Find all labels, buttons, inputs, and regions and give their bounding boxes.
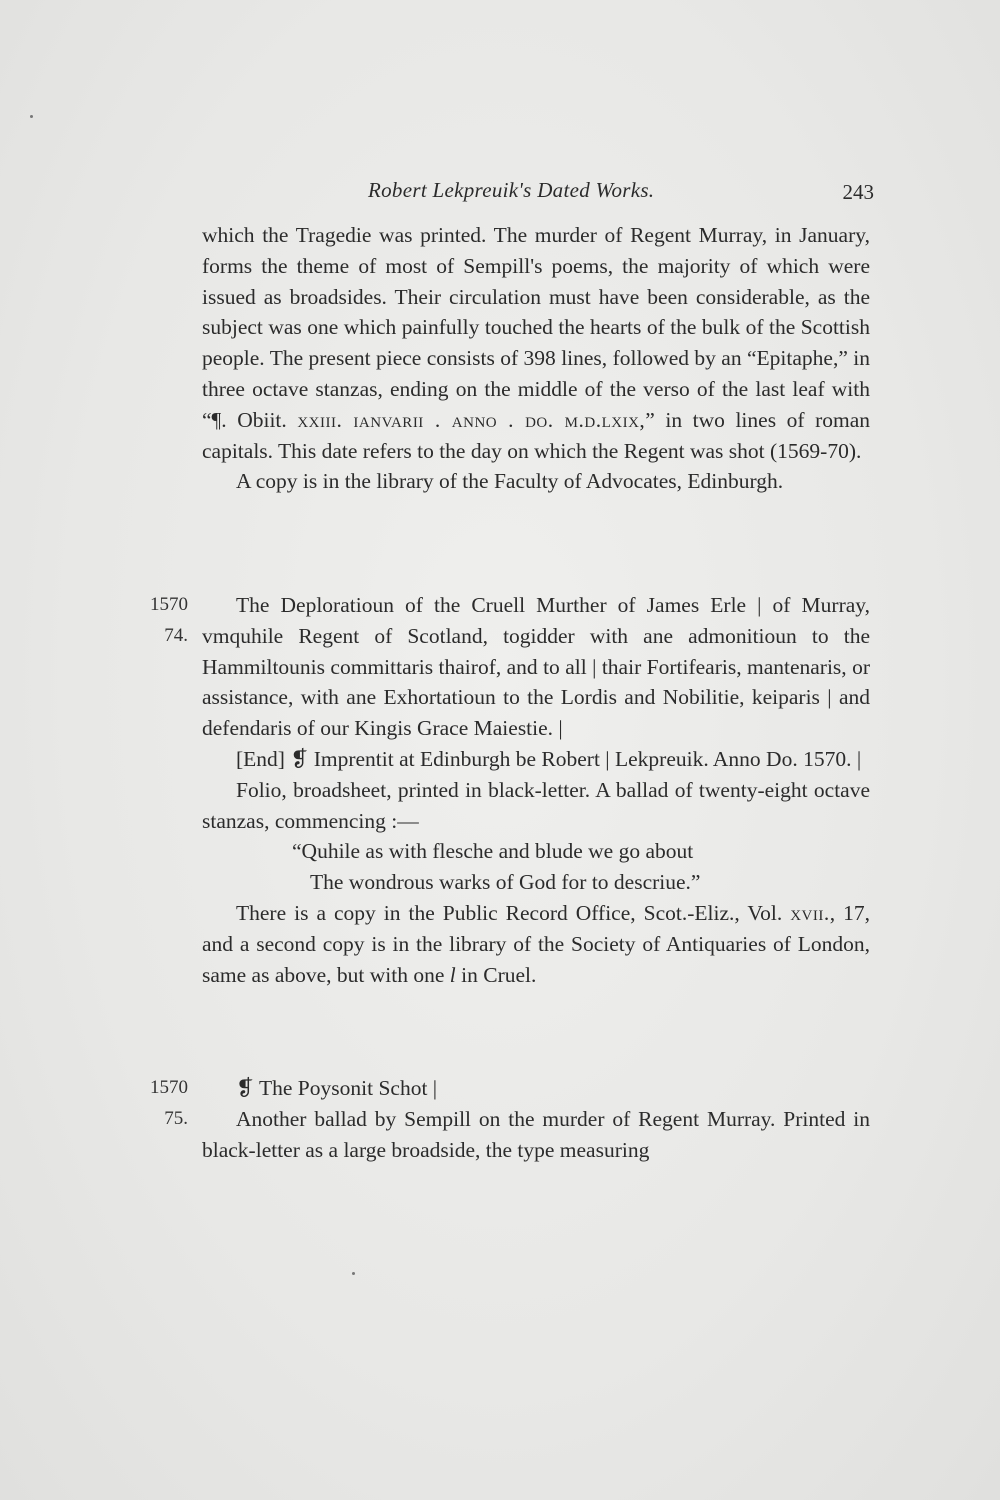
continuation-text-a: which the Tragedie was printed. The murder of Regent Murray, in January, forms the theme of most of Sempill's poems, the majority of which were issued as broadsides. Their circulation must have been considerable, as the subject was one which painfully touched the hearts of the bulk of the Scottish people. The present piece consists of 398 lines, followed by an “Epitaphe,” in three octave stanzas, ending on the middle of the verso of the last leaf with “¶. Obiit. xyxy=(202,223,870,432)
entry-title: The Deploratioun of the Cruell Murther of James Erle | of Murray, vmquhile Regent of Scotland, togidder with ane admonitioun to the Hammiltounis committaris thairof, and to all | thair Fortifearis, mantenaris, or assistance, with ane Exhortatioun to the Lordis and Nobilitie, keiparis | and defendaris of our Kingis Grace Maiestie. | xyxy=(202,593,870,741)
page-header xyxy=(200,178,880,218)
copy-location-paragraph: A copy is in the library of the Faculty of Advocates, Edinburgh. xyxy=(236,469,784,494)
margin-number: 75. xyxy=(164,1107,188,1129)
continuation-paragraph xyxy=(202,220,870,466)
copy-note-a: There is a copy in the Public Record Office, Scot.-Eliz., Vol. xyxy=(236,900,791,925)
continuation-text-b: ” in two lines of roman capitals. This date refers to the day on which the Regent was shot (1569-70). xyxy=(202,407,871,463)
entry-description: Another ballad by Sempill on the murder of Regent Murray. Printed in black-letter as a large broadside, the type measuring xyxy=(202,1106,870,1162)
entry-colophon: [End] ❡ Imprentit at Edinburgh be Robert | Lekpreuik. Anno Do. 1570. | xyxy=(236,746,862,771)
entry-title: ❡ The Poysonit Schot | xyxy=(236,1076,438,1100)
volume-smallcaps: xvii. xyxy=(790,900,830,925)
verse-quote xyxy=(202,836,870,898)
margin-year: 1570 xyxy=(150,594,188,615)
copy-note-b: , 17, and a second copy is in the library of the Society of Antiquaries of London, same as above, but with one xyxy=(202,900,870,987)
entry-copy-note xyxy=(202,898,870,990)
paper-speck xyxy=(30,115,33,118)
entry-description: Folio, broadsheet, printed in black-letter. A ballad of twenty-eight octave stanzas, commencing :— xyxy=(202,777,870,833)
margin-note-entry-74 xyxy=(128,590,188,652)
copy-note-c: in Cruel. xyxy=(455,962,537,987)
running-title: Robert Lekpreuik's Dated Works. xyxy=(368,178,655,202)
margin-year: 1570 xyxy=(150,1077,188,1098)
letter-l-italic: l xyxy=(449,962,456,987)
continuation-section xyxy=(202,220,870,497)
verse-line-1: “Quhile as with flesche and blude we go about xyxy=(292,839,694,864)
verse-line-2: The wondrous warks of God for to descriue.” xyxy=(310,870,701,895)
paper-speck xyxy=(352,1272,355,1275)
page-number: 243 xyxy=(842,180,874,204)
colophon-date-smallcaps: xxiii. ianvarii . anno . do. m.d.lxix, xyxy=(297,407,646,432)
entry-74 xyxy=(202,590,870,990)
margin-number: 74. xyxy=(164,624,188,646)
entry-75 xyxy=(202,1073,870,1165)
margin-note-entry-75 xyxy=(128,1073,188,1135)
